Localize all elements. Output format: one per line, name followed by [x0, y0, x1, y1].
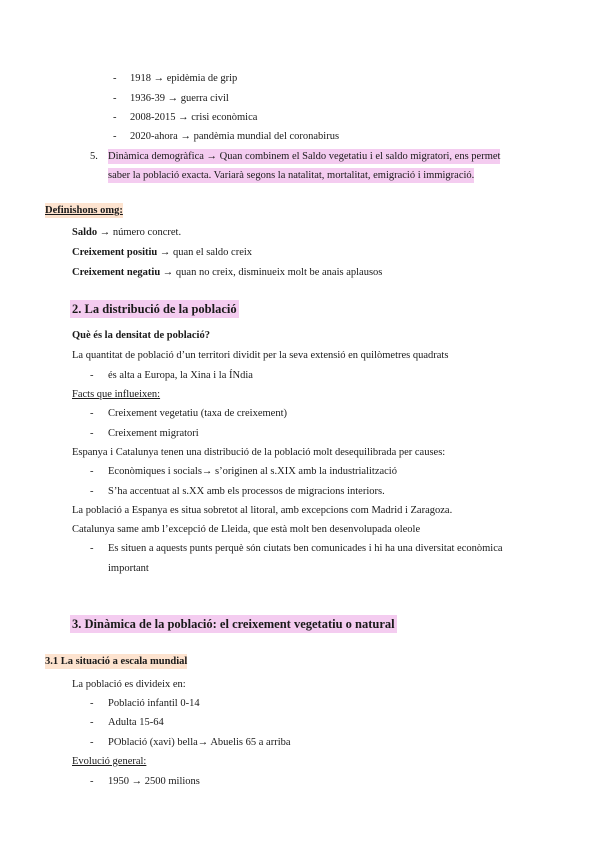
list-number: 5. — [90, 151, 98, 162]
list-dash: - — [90, 466, 94, 477]
list-item: Econòmiques i socials→ s’originen al s.XIX amb la industrialització — [108, 466, 397, 477]
list-item: 1936-39 → guerra civil — [130, 93, 229, 104]
list-dash: - — [113, 112, 117, 123]
list-dash: - — [90, 737, 94, 748]
list-dash: - — [90, 717, 94, 728]
list-item: Població infantil 0-14 — [108, 698, 200, 709]
definition-term: Creixement positiu — [72, 247, 158, 258]
subsection-heading-3-1: 3.1 La situació a escala mundial — [45, 656, 188, 667]
list-item: S’ha accentuat al s.XX amb els processos de migracions interiors. — [108, 486, 385, 497]
list-item: 2020-ahora → pandèmia mundial del coronabirus — [130, 131, 340, 142]
catalonia-text: Catalunya same amb l’excepció de Lleida, que està molt ben desenvolupada oleole — [72, 524, 421, 535]
list-item: 1918 → epidèmia de grip — [130, 73, 238, 84]
list-dash: - — [90, 486, 94, 497]
list-dash: - — [90, 428, 94, 439]
list-item: Es situen a aquests punts perquè són ciutats ben comunicades i hi ha una diversitat econòmica — [108, 543, 503, 554]
definition-text: → quan no creix, disminueix molt be anais aplausos — [160, 267, 383, 278]
definition-text: → número concret. — [97, 227, 182, 238]
definition-term: Saldo — [72, 227, 98, 238]
list-dash: - — [90, 776, 94, 787]
list-dash: - — [90, 370, 94, 381]
list-item-continuation: important — [108, 563, 149, 574]
definitions-heading: Definishons omg: — [45, 205, 123, 216]
definition-text: → quan el saldo creix — [157, 247, 253, 258]
list-item: 2008-2015 → crisi econòmica — [130, 112, 258, 123]
section-heading-3: 3. Dinàmica de la població: el creixement vegetatiu o natural — [72, 617, 395, 631]
density-question: Què és la densitat de població? — [72, 330, 210, 341]
list-dash: - — [113, 131, 117, 142]
definition-positive — [72, 245, 252, 260]
definition-term: Creixement negatiu — [72, 267, 161, 278]
item5-line2: saber la població exacta. Variarà segons la natalitat, mortalitat, emigració i immigració. — [108, 170, 475, 181]
population-intro: La població es divideix en: — [72, 679, 186, 690]
list-dash: - — [90, 698, 94, 709]
list-item: Creixement migratori — [108, 428, 199, 439]
coast-text: La població a Espanya es situa sobretot al litoral, amb excepcions com Madrid i Zaragoza. — [72, 505, 453, 516]
spain-text: Espanya i Catalunya tenen una distribució de la població molt desequilibrada per causes: — [72, 447, 446, 458]
list-dash: - — [90, 543, 94, 554]
definition-saldo — [72, 225, 181, 240]
list-item: POblació (xavi) bella→ Abuelis 65 a arriba — [108, 737, 291, 748]
list-item: 1950 → 2500 milions — [108, 776, 200, 787]
evolution-heading: Evolució general: — [72, 756, 147, 767]
section-heading-2: 2. La distribució de la població — [72, 302, 237, 316]
item5-line1: Dinàmica demogràfica → Quan combinem el Saldo vegetatiu i el saldo migratori, ens permet — [108, 151, 501, 162]
factors-heading: Facts que influeixen: — [72, 389, 161, 400]
list-dash: - — [113, 73, 117, 84]
list-item: Creixement vegetatiu (taxa de creixement) — [108, 408, 287, 419]
density-answer: La quantitat de població d’un territori dividit per la seva extensió en quilòmetres quadrats — [72, 350, 449, 361]
list-item: és alta a Europa, la Xina i la ÍNdia — [108, 370, 253, 381]
list-item: Adulta 15-64 — [108, 717, 164, 728]
list-dash: - — [90, 408, 94, 419]
definition-negative — [72, 265, 382, 280]
list-dash: - — [113, 93, 117, 104]
